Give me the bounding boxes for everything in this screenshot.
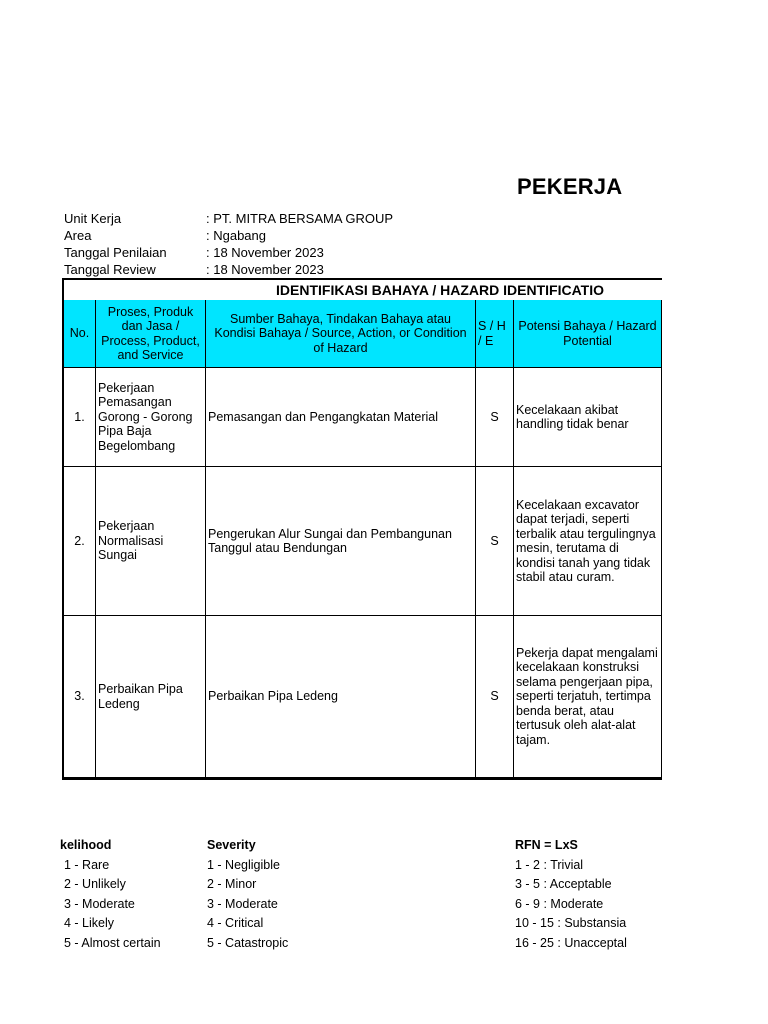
header-source: Sumber Bahaya, Tindakan Bahaya atau Kondisi Bahaya / Source, Action, or Condition of Hazard [206,300,476,368]
legend-likelihood [60,836,161,953]
legend-rfn-item: 1 - 2 : Trivial [515,857,584,872]
table-banner [64,280,662,301]
legend-likelihood-item: 1 - Rare [64,857,110,872]
legend-likelihood-item: 4 - Likely [64,916,115,930]
legend-severity-item: 1 - Negligible [207,857,280,872]
header-potential: Potensi Bahaya / Hazard Potential [514,300,662,368]
legend-likelihood-title: kelihood [60,838,112,852]
row-2-process: Pekerjaan Normalisasi Sungai [96,467,206,616]
row-2-potential: Kecelakaan excavator dapat terjadi, seperti terbalik atau tergulingnya mesin, terutama di kondisi tanah yang tidak stabil atau curam. [514,467,662,616]
legend-rfn-item: 16 - 25 : Unacceptal [515,935,627,950]
row-3-source: Perbaikan Pipa Ledeng [206,616,476,778]
header-process: Proses, Produk dan Jasa / Process, Product, and Service [96,300,206,368]
meta-label-unit-kerja: Unit Kerja [64,211,122,226]
header-shi: S / H / E [476,300,514,368]
row-3-process: Perbaikan Pipa Ledeng [96,616,206,778]
legend-rfn [515,836,627,953]
row-1-source: Pemasangan dan Pengangkatan Material [206,368,476,467]
meta-label-area: Area [64,228,92,243]
legend-severity-item: 3 - Moderate [207,896,278,911]
legend-likelihood-item: 3 - Moderate [64,896,135,911]
row-1-potential: Kecelakaan akibat handling tidak benar [514,368,662,467]
row-2-source: Pengerukan Alur Sungai dan Pembangunan Tanggul atau Bendungan [206,467,476,616]
row-2-no: 2. [64,467,96,616]
legend-severity [207,836,288,953]
legend-severity-item: 5 - Catastropic [207,935,289,950]
row-1-no: 1. [64,368,96,467]
page-title: PEKERJA [517,174,623,199]
table-border-bottom [62,778,662,780]
meta-label-tanggal-review: Tanggal Review [64,262,156,277]
table-banner-text: IDENTIFIKASI BAHAYA / HAZARD IDENTIFICATIO [276,282,604,298]
legend-rfn-item: 10 - 15 : Substansia [515,916,627,930]
legend-likelihood-item: 2 - Unlikely [64,877,126,891]
meta-value-tanggal-penilaian: : 18 November 2023 [206,245,324,260]
legend-rfn-item: 3 - 5 : Acceptable [515,877,612,891]
row-3-no: 3. [64,616,96,778]
legend-rfn-item: 6 - 9 : Moderate [515,896,604,911]
legend-severity-title: Severity [207,838,256,852]
header-no: No. [64,300,96,368]
row-3-shi: S [476,616,514,778]
row-3-potential: Pekerja dapat mengalami kecelakaan konstruksi selama pengerjaan pipa, seperti terjatuh, tertimpa benda berat, atau tertusuk oleh alat-alat tajam. [514,616,662,778]
legend-likelihood-item: 5 - Almost certain [64,935,161,950]
row-1-process: Pekerjaan Pemasangan Gorong - Gorong Pipa Baja Begelombang [96,368,206,467]
meta-value-unit-kerja: : PT. MITRA BERSAMA GROUP [206,211,394,226]
meta-value-area: : Ngabang [206,228,266,243]
legend-rfn-title: RFN = LxS [515,838,578,852]
row-1-shi: S [476,368,514,467]
legend-severity-item: 4 - Critical [207,916,264,930]
legend-severity-item: 2 - Minor [207,877,257,891]
meta-value-tanggal-review: : 18 November 2023 [206,262,324,277]
hazard-table [62,278,662,780]
meta-label-tanggal-penilaian: Tanggal Penilaian [64,245,167,260]
row-2-shi: S [476,467,514,616]
